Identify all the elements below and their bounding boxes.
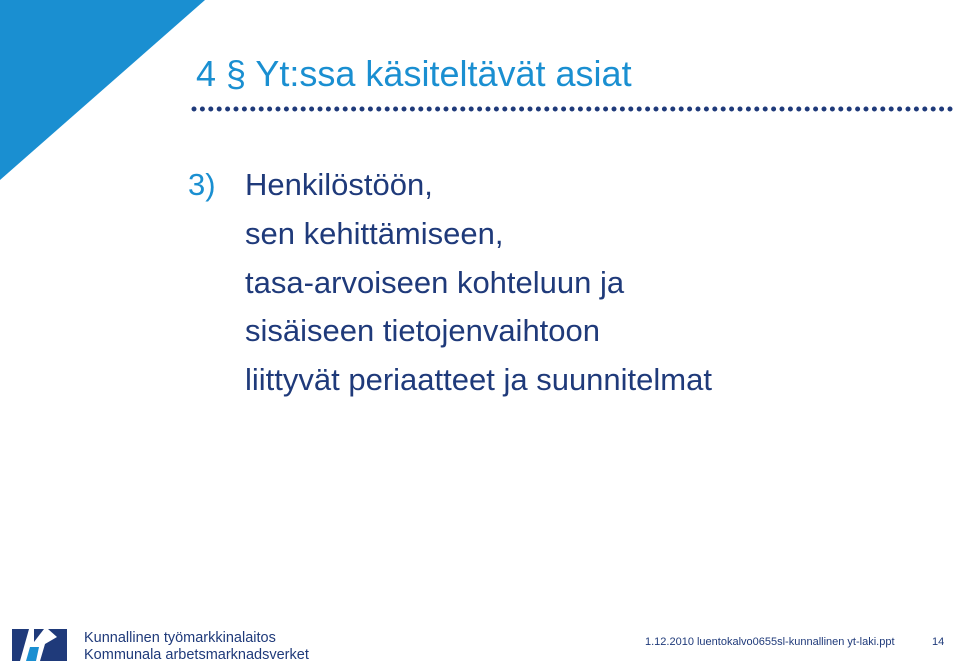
list-line: liittyvät periaatteet ja suunnitelmat xyxy=(245,362,712,398)
list-item-text xyxy=(245,161,712,405)
logo-mark-icon xyxy=(12,625,67,661)
slide-title: 4 § Yt:ssa käsiteltävät asiat xyxy=(196,53,632,94)
list-line: sisäiseen tietojenvaihtoon xyxy=(245,313,601,349)
logo-name-finnish: Kunnallinen työmarkkinalaitos xyxy=(84,630,276,646)
title-dotted-rule xyxy=(191,103,959,115)
list-number: 3) xyxy=(188,167,216,202)
corner-triangle-decoration xyxy=(0,0,205,180)
organization-logo xyxy=(12,623,309,663)
list-line: tasa-arvoiseen kohteluun ja xyxy=(245,264,625,300)
logo-name-swedish: Kommunala arbetsmarknadsverket xyxy=(84,647,309,663)
footer-text: 1.12.2010 luentokalvo0655sl-kunnallinen yt-laki.ppt xyxy=(645,636,895,648)
page-number: 14 xyxy=(932,636,945,648)
list-line: Henkilöstöön, xyxy=(245,167,433,202)
list-line: sen kehittämiseen, xyxy=(245,215,504,251)
logo-text xyxy=(84,630,309,664)
